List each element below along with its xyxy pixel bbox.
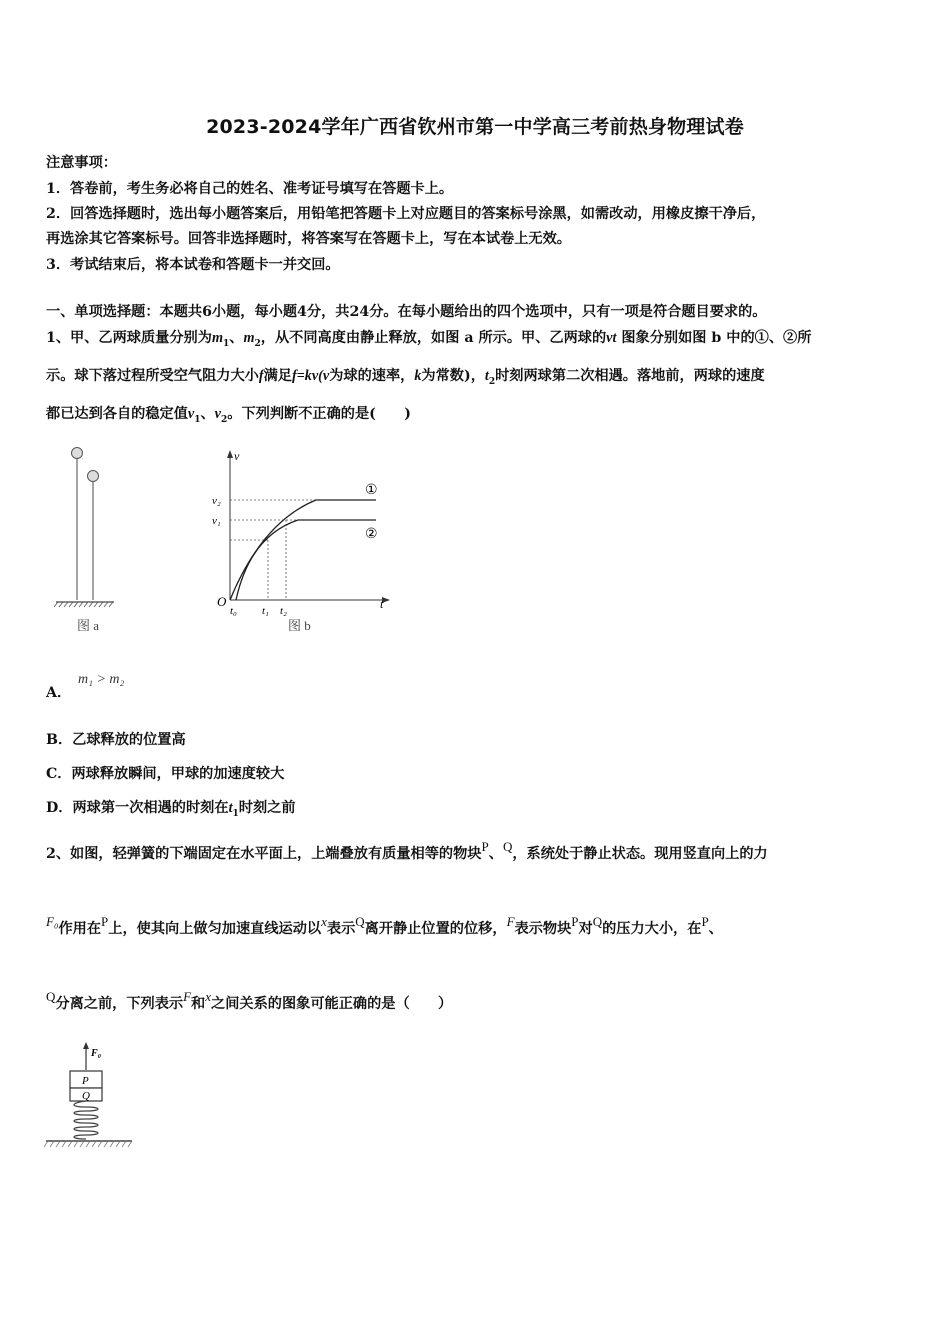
origin-label: O bbox=[217, 594, 227, 609]
spring-figure bbox=[40, 1040, 140, 1160]
notice-line-2b: 再选涂其它答案标号。回答非选择题时，将答案写在答题卡上，写在本试卷上无效。 bbox=[46, 231, 571, 247]
curve-2-label: ② bbox=[365, 527, 378, 542]
option-a-label: A． bbox=[46, 685, 72, 701]
section-heading: 一、单项选择题：本题共6小题，每小题4分，共24分。在每小题给出的四个选项中，只有一项是符合题目要求的。 bbox=[46, 304, 767, 320]
v2-label: v₂ bbox=[212, 495, 221, 507]
q2-line-3: Q分离之前，下列表示F和x之间关系的图象可能正确的是（ ） bbox=[46, 989, 453, 1012]
notice-line-3: 3．考试结束后，将本试卷和答题卡一并交回。 bbox=[46, 257, 340, 273]
option-b: B．乙球释放的位置高 bbox=[46, 732, 186, 748]
q1-line-3: 都已达到各自的稳定值$v_1$、$v_2$。下列判断不正确的是( ) bbox=[46, 406, 411, 425]
figure-b-vt-graph bbox=[208, 444, 398, 644]
force-label: F₀ bbox=[91, 1048, 102, 1059]
spring bbox=[74, 1101, 98, 1139]
notice-heading: 注意事项： bbox=[46, 155, 117, 171]
fig-a-caption: 图 a bbox=[77, 618, 100, 633]
ball-2 bbox=[88, 471, 99, 482]
fig-b-caption: 图 b bbox=[288, 618, 311, 633]
curve-1-label: ① bbox=[365, 483, 378, 498]
v1-label: v₁ bbox=[212, 515, 221, 527]
notice-line-1: 1．答卷前，考生务必将自己的姓名、准考证号填写在答题卡上。 bbox=[46, 181, 454, 197]
ball-1 bbox=[72, 448, 83, 459]
floor-hatch bbox=[44, 1141, 132, 1147]
q2-line-2: F₀作用在P上，使其向上做匀加速直线运动以x表示Q离开静止位置的位移，F表示物块P对Q的压力大小，在P、 bbox=[46, 914, 723, 937]
block-p-label: P bbox=[82, 1075, 89, 1087]
t1-label: t₁ bbox=[262, 605, 269, 617]
v-axis-arrow bbox=[227, 450, 233, 458]
q1-line-1: 1、甲、乙两球质量分别为$m_1$、$m_2$，从不同高度由静止释放，如图 a 所示。甲、乙两球的vt 图象分别如图 b 中的①、②所 bbox=[46, 330, 812, 349]
t2-label: t₂ bbox=[280, 605, 287, 617]
v-axis-label: v bbox=[234, 449, 240, 463]
q2-line-1: 2、如图，轻弹簧的下端固定在水平面上，上端叠放有质量相等的物块P、Q，系统处于静止状态。现用竖直向上的力 bbox=[46, 839, 768, 862]
option-d: D．两球第一次相遇的时刻在$t_1$时刻之前 bbox=[46, 800, 296, 819]
option-c: C．两球释放瞬间，甲球的加速度较大 bbox=[46, 766, 285, 782]
option-a-formula: m₁ > m₂ bbox=[78, 672, 125, 687]
curve-2 bbox=[236, 520, 376, 600]
notice-line-2a: 2．回答选择题时，选出每小题答案后，用铅笔把答题卡上对应题目的答案标号涂黑，如需改动，用橡皮擦干净后， bbox=[46, 206, 766, 222]
t-axis-label: t bbox=[380, 597, 384, 611]
ground-hatch bbox=[54, 602, 113, 607]
figure-a bbox=[50, 440, 125, 640]
block-q-label: Q bbox=[82, 1090, 90, 1102]
page-title: 2023-2024学年广西省钦州市第一中学高三考前热身物理试卷 bbox=[206, 116, 744, 138]
t0-label: t₀ bbox=[230, 605, 237, 617]
curve-1 bbox=[230, 500, 376, 600]
force-arrow-head bbox=[83, 1042, 89, 1049]
q1-line-2: 示。球下落过程所受空气阻力大小f满足f=kv(v为球的速率，k为常数)，$t_2$时刻两球第二次相遇。落地前，两球的速度 bbox=[46, 368, 765, 387]
